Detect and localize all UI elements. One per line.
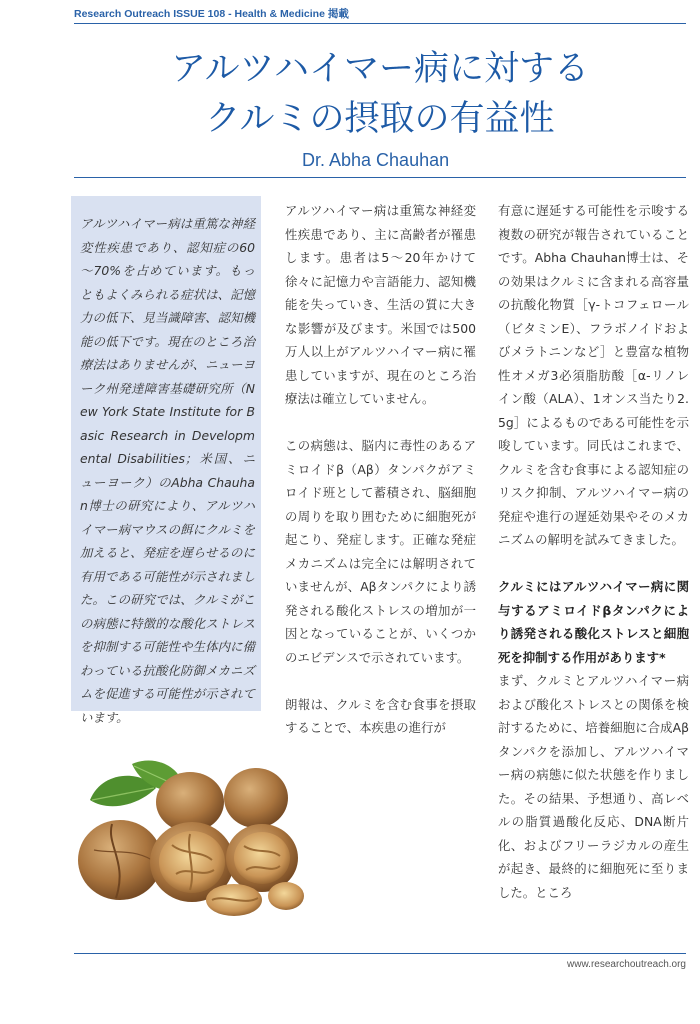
footer-url: www.researchoutreach.org <box>567 959 686 970</box>
article-column-2 <box>285 199 476 740</box>
footer-divider <box>74 953 686 954</box>
walnuts-illustration <box>72 750 307 920</box>
title-line-2: クルミの摂取の有益性 <box>205 99 555 139</box>
author-name: Dr. Abha Chauhan <box>302 150 450 170</box>
author-row <box>74 148 686 178</box>
col2-paragraph-2: この病態は、脳内に毒性のあるアミロイドβ（Aβ）タンパクがアミロイド班として蓄積され、脳細胞の周りを取り囲むために細胞死が起こり、発症します。正確な発症メカニズムは完全には解明されていませんが、Aβタンパクにより誘発される酸化ストレスの増加が一因となっていることが、いくつかのエビデンスで示されています。 <box>285 438 476 665</box>
article-column-3 <box>498 199 689 904</box>
author-divider <box>74 177 686 178</box>
section-heading: クルミにはアルツハイマー病に関与するアミロイドβタンパクにより誘発される酸化ストレスと細胞死を抑制する作用があります* <box>498 579 689 665</box>
summary-text: アルツハイマー病は重篤な神経変性疾患であり、認知症の60～70%を占めています。もっともよくみられる症状は、記憶力の低下、見当識障害、認知機能の低下です。現在のところ治療法はありませんが、ニューヨーク州発達障害基礎研究所（New York State Institute for Basic Research in Developmental Disabilities；米国、ニューヨーク）のAbha Chauhan博士の研究により、アルツハイマー病マウスの餌にクルミを加えると、発症を遅らせるのに有用である可能性が示されました。この研究では、クルミがこの病態に特徴的な酸化ストレスを抑制する可能性や生体内に備わっている抗酸化防御メカニズムを促進する可能性が示されています。 <box>80 216 255 725</box>
title-line-1: アルツハイマー病に対する <box>171 49 589 89</box>
page-title <box>74 44 686 144</box>
col2-paragraph-1: アルツハイマー病は重篤な神経変性疾患であり、主に高齢者が罹患します。患者は5～20年かけて徐々に記憶力や言語能力、認知機能を失っていき、生活の質に大きな影響が及びます。米国では500万人以上がアルツハイマー病に罹患していますが、現在のところ治療法は確立していません。 <box>285 203 476 406</box>
col3-paragraph-2: まず、クルミとアルツハイマー病および酸化ストレスとの関係を検討するために、培養細胞に合成Aβタンパクを添加し、アルツハイマー病の病態に似た状態を作りました。その結果、予想通り、高レベルの脂質過酸化反応、DNA断片化、およびフリーラジカルの産生が起き、最終的に細胞死に至りました。ところ <box>498 673 689 900</box>
col3-paragraph-1: 有意に遅延する可能性を示唆する複数の研究が報告されていることです。Abha Chauhan博士は、その効果はクルミに含まれる高容量の抗酸化物質［γ-トコフェロール（ビタミンE）、フラボノイドおよびメラトニンなど］と豊富な植物性オメガ3必須脂肪酸［α-リノレイン酸（ALA）、1オンス当たり2.5g］によるものである可能性を示唆しています。同氏はこれまで、クルミを含む食事による認知症のリスク抑制、アルツハイマー病の発症や進行の遅延効果やそのメカニズムの解明を試みてきました。 <box>498 203 689 547</box>
header-divider <box>74 23 686 24</box>
header-text: Research Outreach ISSUE 108 - Health & Medicine 掲載 <box>74 8 349 20</box>
col2-paragraph-3: 朗報は、クルミを含む食事を摂取することで、本疾患の進行が <box>285 696 476 735</box>
summary-sidebar <box>71 196 261 725</box>
